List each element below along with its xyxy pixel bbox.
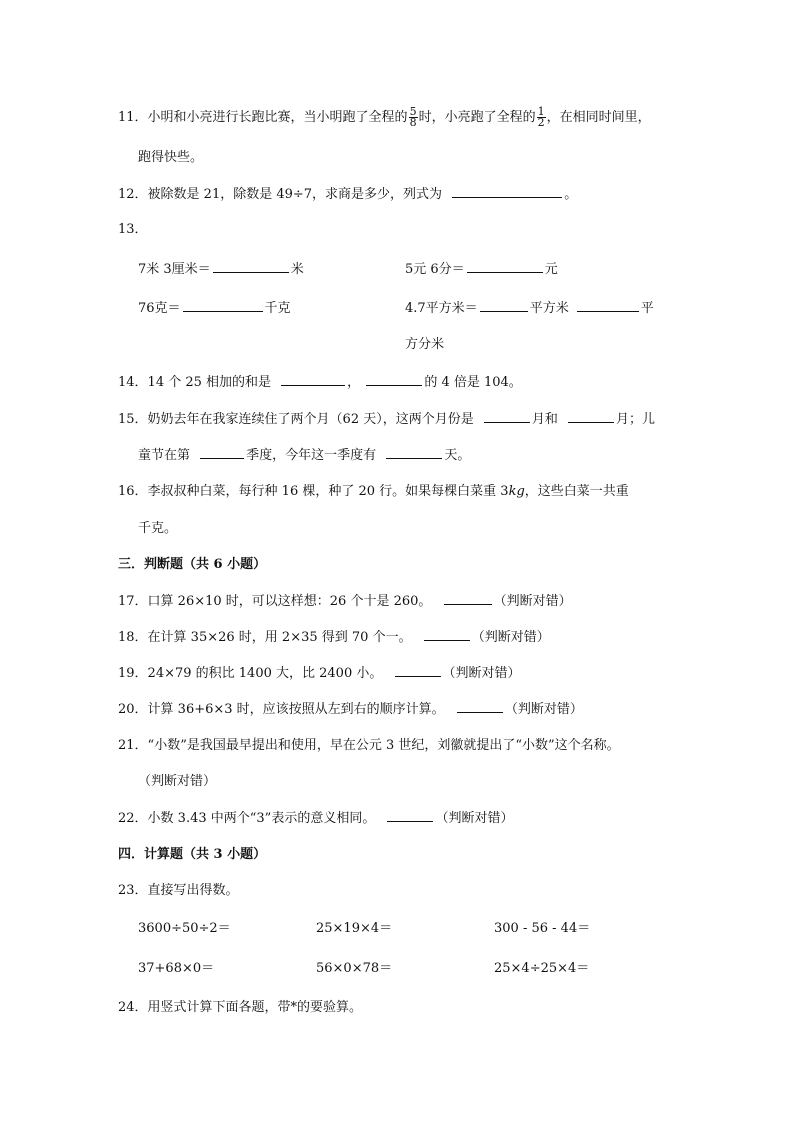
question-12 <box>118 185 577 204</box>
question-number: 11． <box>118 110 148 125</box>
answer-blank[interactable] <box>457 700 503 713</box>
item-text: 5元 6分＝ <box>405 262 465 277</box>
question-24 <box>118 999 362 1017</box>
question-number: 24． <box>118 1000 148 1015</box>
question-number: 16． <box>118 484 148 499</box>
answer-blank[interactable] <box>467 260 543 273</box>
question-text: 小明和小亮进行长跑比赛，当小明跑了全程的 <box>147 110 408 125</box>
unit-label: kg <box>508 484 525 499</box>
answer-blank[interactable] <box>395 664 441 677</box>
answer-blank[interactable] <box>568 410 614 423</box>
question-20 <box>118 700 583 719</box>
question-text: 被除数是 21，除数是 49÷7，求商是多少，列式为 <box>147 187 443 202</box>
fraction <box>537 107 546 128</box>
question-text: 月；儿 <box>616 412 656 427</box>
question-number: 14． <box>118 375 148 390</box>
answer-blank[interactable] <box>480 299 528 312</box>
question-text: “小数”是我国最早提出和使用，早在公元 3 世纪，刘徽就提出了“小数”这个名称。 <box>147 738 620 753</box>
answer-blank[interactable] <box>281 373 345 386</box>
question-number: 20． <box>118 702 148 717</box>
question-number: 18． <box>118 630 148 645</box>
question-number: 21． <box>118 738 148 753</box>
section-4-heading: 四．计算题（共 3 小题） <box>118 847 267 862</box>
answer-blank[interactable] <box>452 185 562 198</box>
answer-blank[interactable] <box>444 592 492 605</box>
fraction-denominator: 2 <box>537 116 545 129</box>
judge-hint: （判断对错） <box>493 594 572 609</box>
answer-blank[interactable] <box>213 260 289 273</box>
judge-hint: （判断对错） <box>435 811 514 826</box>
question-text: 季度，今年这一季度有 <box>246 448 377 463</box>
question-text: 奶奶去年在我家连续住了两个月（62 天），这两个月份是 <box>147 412 474 427</box>
calc-item: 56×0×78＝ <box>316 961 393 976</box>
unit-label: 米 <box>290 262 304 277</box>
question-17 <box>118 592 572 611</box>
question-number: 15． <box>118 412 148 427</box>
unit-label: 千克 <box>264 301 291 316</box>
question-text: 在计算 35×26 时，用 2×35 得到 70 个一。 <box>147 630 412 645</box>
question-text: 李叔叔种白菜，每行种 16 棵，种了 20 行。如果每棵白菜重 3 <box>147 484 509 499</box>
fraction <box>409 107 418 128</box>
question-number: 17． <box>118 594 148 609</box>
item-text: 76克＝ <box>138 301 181 316</box>
q13-item-2 <box>405 260 558 279</box>
question-text: 14 个 25 相加的和是 <box>147 375 272 390</box>
judge-hint: （判断对错） <box>471 630 550 645</box>
question-text: 计算 36+6×3 时，应该按照从左到右的顺序计算。 <box>147 702 445 717</box>
judge-hint: （判断对错） <box>504 702 583 717</box>
fraction-numerator: 5 <box>409 105 417 118</box>
question-number: 12． <box>118 187 148 202</box>
question-21-line2: （判断对错） <box>138 774 217 789</box>
punctuation: ， <box>347 375 361 390</box>
q13-item-4 <box>405 299 654 318</box>
calc-item: 300 - 56 - 44＝ <box>494 921 591 936</box>
q13-item-1 <box>138 260 304 279</box>
answer-blank[interactable] <box>577 299 639 312</box>
calc-item: 25×4÷25×4＝ <box>494 961 590 976</box>
question-11-line2: 跑得快些。 <box>138 150 204 165</box>
question-text: ，在相同时间里， <box>546 110 651 125</box>
unit-label: 元 <box>544 262 558 277</box>
unit-label: 平方米 <box>529 301 569 316</box>
q13-item-4-line2: 方分米 <box>405 337 445 352</box>
punctuation: 。 <box>564 187 578 202</box>
section-3-heading: 三．判断题（共 6 小题） <box>118 557 267 572</box>
calc-item: 25×19×4＝ <box>316 921 393 936</box>
answer-blank[interactable] <box>386 446 442 459</box>
question-16 <box>118 483 629 501</box>
question-number: 23． <box>118 883 148 898</box>
answer-blank[interactable] <box>387 809 433 822</box>
question-number: 19． <box>118 666 148 681</box>
question-13-number: 13． <box>118 222 148 237</box>
question-22 <box>118 809 513 828</box>
calc-item: 37+68×0＝ <box>138 961 215 976</box>
question-15-line2 <box>138 446 470 465</box>
question-text: 天。 <box>444 448 471 463</box>
question-19 <box>118 664 521 683</box>
judge-hint: （判断对错） <box>442 666 521 681</box>
question-15 <box>118 410 655 429</box>
question-text: 的 4 倍是 104。 <box>424 375 522 390</box>
question-text: 直接写出得数。 <box>147 883 239 898</box>
question-16-line2: 千克。 <box>138 521 178 536</box>
answer-blank[interactable] <box>200 446 244 459</box>
question-text: 用竖式计算下面各题，带*的要验算。 <box>147 1000 363 1015</box>
question-21 <box>118 737 620 755</box>
question-text: 月和 <box>531 412 558 427</box>
question-14 <box>118 373 522 392</box>
answer-blank[interactable] <box>183 299 263 312</box>
item-text: 7米 3厘米＝ <box>138 262 211 277</box>
question-23 <box>118 882 239 900</box>
question-text: 时，小亮跑了全程的 <box>418 110 536 125</box>
question-text: 口算 26×10 时，可以这样想：26 个十是 260。 <box>147 594 432 609</box>
calc-item: 3600÷50÷2＝ <box>138 921 231 936</box>
question-text: 小数 3.43 中两个“3”表示的意义相同。 <box>147 811 376 826</box>
answer-blank[interactable] <box>424 628 470 641</box>
item-text: 4.7平方米＝ <box>405 301 478 316</box>
question-18 <box>118 628 550 647</box>
question-text: 24×79 的积比 1400 大，比 2400 小。 <box>147 666 383 681</box>
q13-item-3 <box>138 299 291 318</box>
answer-blank[interactable] <box>484 410 530 423</box>
question-text: 童节在第 <box>138 448 191 463</box>
answer-blank[interactable] <box>366 373 422 386</box>
unit-label: 平 <box>640 301 654 316</box>
question-number: 22． <box>118 811 148 826</box>
fraction-denominator: 8 <box>409 116 417 129</box>
question-11 <box>118 107 651 128</box>
fraction-numerator: 1 <box>537 105 545 118</box>
question-text: ，这些白菜一共重 <box>524 484 629 499</box>
